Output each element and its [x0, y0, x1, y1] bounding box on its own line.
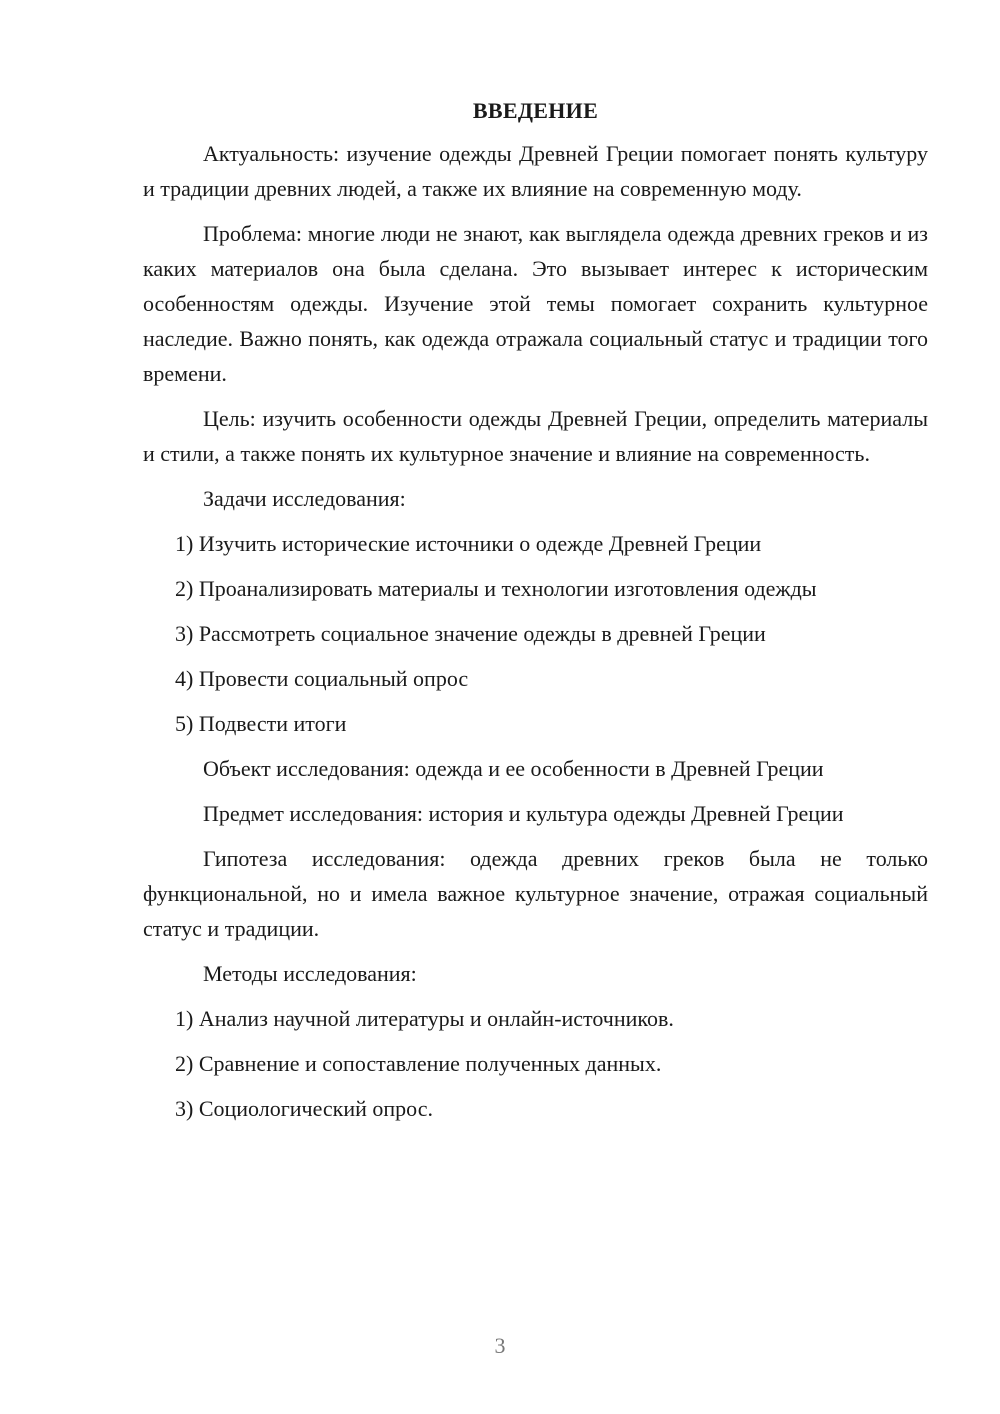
task-item: 2) Проанализировать материалы и технологии изготовления одежды [175, 576, 817, 601]
task-item: 5) Подвести итоги [175, 711, 347, 736]
document-page [143, 96, 928, 1136]
method-item: 2) Сравнение и сопоставление полученных данных. [175, 1051, 662, 1076]
methods-list [143, 1001, 928, 1126]
tasks-list [143, 526, 928, 741]
task-item: 4) Провести социальный опрос [175, 666, 469, 691]
page-number: 3 [494, 1333, 506, 1358]
research-subject: Предмет исследования: история и культура одежды Древней Греции [203, 801, 844, 826]
hypothesis-paragraph: Гипотеза исследования: одежда древних греков была не только функциональной, но и имела важное культурное значение, отражая социальный статус и традиции. [143, 846, 928, 941]
problem-paragraph: Проблема: многие люди не знают, как выглядела одежда древних греков и из каких материалов она была сделана. Это вызывает интерес к историческим особенностям одежды. Изучение этой темы помогает сохранить культурное наследие. Важно понять, как одежда отражала социальный статус и традиции того времени. [143, 221, 928, 386]
task-item: 3) Рассмотреть социальное значение одежды в древней Греции [175, 621, 766, 646]
method-item: 3) Социологический опрос. [175, 1096, 433, 1121]
page-title: ВВЕДЕНИЕ [472, 98, 599, 123]
method-item: 1) Анализ научной литературы и онлайн-источников. [175, 1006, 674, 1031]
task-item: 1) Изучить исторические источники о одежде Древней Греции [175, 531, 762, 556]
goal-paragraph: Цель: изучить особенности одежды Древней Греции, определить материалы и стили, а также понять их культурное значение и влияние на современность. [143, 406, 928, 466]
research-object: Объект исследования: одежда и ее особенности в Древней Греции [203, 756, 824, 781]
relevance-paragraph: Актуальность: изучение одежды Древней Греции помогает понять культуру и традиции древних людей, а также их влияние на современную моду. [143, 141, 928, 201]
methods-heading: Методы исследования: [203, 961, 417, 986]
tasks-heading: Задачи исследования: [203, 486, 406, 511]
